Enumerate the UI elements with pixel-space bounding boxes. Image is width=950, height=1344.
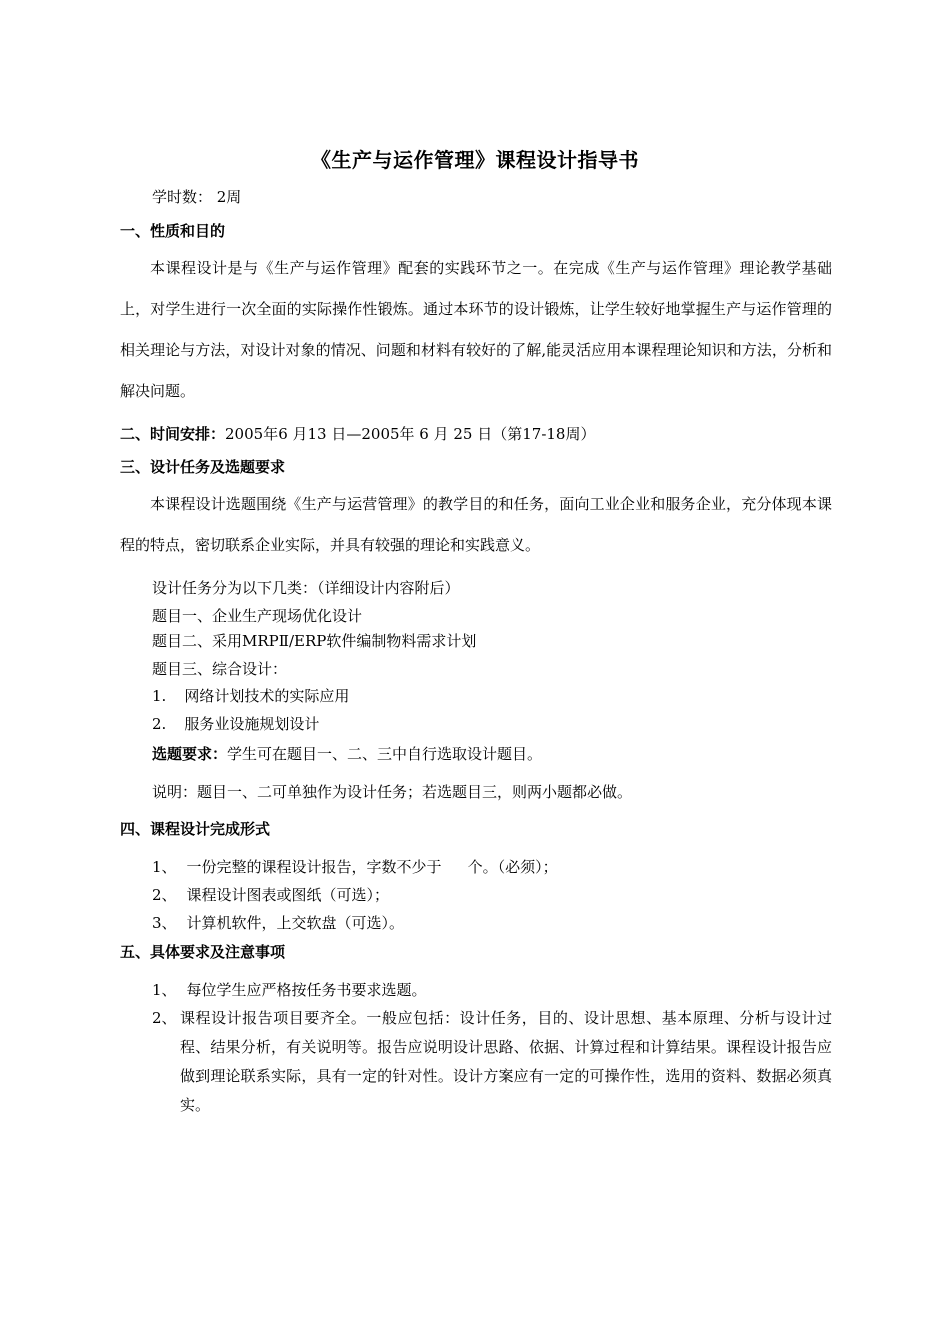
item-text: 计算机软件，上交软盘（可选）。 [186, 914, 405, 932]
selection-requirement-label: 选题要求： [152, 745, 228, 763]
subtopic-1-text: 网络计划技术的实际应用 [184, 687, 350, 705]
section-2-line [120, 424, 595, 444]
section-4-item-3 [152, 913, 404, 933]
item-text: 一份完整的课程设计报告，字数不少于 [186, 858, 442, 876]
item-text-suffix: 个。（必须）； [467, 858, 558, 876]
section-5-heading: 五、具体要求及注意事项 [120, 943, 286, 961]
section-3-heading: 三、设计任务及选题要求 [120, 458, 286, 476]
item-text: 每位学生应严格按任务书要求选题。 [186, 981, 427, 999]
section-4-item-1 [152, 857, 558, 877]
tasks-intro: 设计任务分为以下几类：（详细设计内容附后） [152, 579, 460, 597]
section-5-item-1 [152, 980, 427, 1000]
section-5-item-2 [152, 1004, 832, 1120]
study-hours: 学时数： 2周 [152, 188, 242, 206]
subtopic-2-number: 2. [152, 715, 167, 733]
selection-requirement [152, 744, 542, 764]
section-1-heading: 一、性质和目的 [120, 222, 226, 240]
section-4-item-2 [152, 885, 389, 905]
section-4-heading: 四、课程设计完成形式 [120, 820, 271, 838]
subtopic-2 [152, 714, 319, 734]
item-number: 2、 [152, 1009, 177, 1027]
schedule-text: 2005年6 月13 日—2005年 6 月 25 日（第17-18周） [225, 425, 596, 443]
item-number: 1、 [152, 858, 177, 876]
section-2-heading: 二、时间安排： [120, 425, 226, 443]
subtopic-1 [152, 686, 349, 706]
section-1-paragraph: 本课程设计是与《生产与运作管理》配套的实践环节之一。在完成《生产与运作管理》理论教学基础上，对学生进行一次全面的实际操作性锻炼。通过本环节的设计锻炼，让学生较好地掌握生产与运作管理的相关理论与方法，对设计对象的情况、问题和材料有较好的了解,能灵活应用本课程理论知识和方法，分析和解决问题。 [120, 259, 832, 400]
topic-3: 题目三、综合设计： [152, 660, 288, 678]
item-number: 3、 [152, 914, 177, 932]
subtopic-1-number: 1. [152, 687, 167, 705]
section-3-paragraph: 本课程设计选题围绕《生产与运营管理》的教学目的和任务，面向工业企业和服务企业，充分体现本课程的特点，密切联系企业实际，并具有较强的理论和实践意义。 [120, 495, 832, 554]
topic-2: 题目二、采用MRPⅡ/ERP软件编制物料需求计划 [152, 632, 477, 650]
item-number: 1、 [152, 981, 177, 999]
selection-requirement-text: 学生可在题目一、二、三中自行选取设计题目。 [227, 745, 543, 763]
document-title: 《生产与运作管理》课程设计指导书 [311, 148, 639, 172]
selection-note: 说明：题目一、二可单独作为设计任务；若选题目三，则两小题都必做。 [152, 783, 633, 801]
item-number: 2、 [152, 886, 177, 904]
item-text: 课程设计报告项目要齐全。一般应包括：设计任务，目的、设计思想、基本原理、分析与设计过程、结果分析，有关说明等。报告应说明设计思路、依据、计算过程和计算结果。课程设计报告应做到理论联系实际，具有一定的针对性。设计方案应有一定的可操作性，选用的资料、数据必须真实。 [180, 1009, 832, 1114]
topic-1: 题目一、企业生产现场优化设计 [152, 607, 363, 625]
item-text: 课程设计图表或图纸（可选）； [186, 886, 390, 904]
subtopic-2-text: 服务业设施规划设计 [184, 715, 320, 733]
